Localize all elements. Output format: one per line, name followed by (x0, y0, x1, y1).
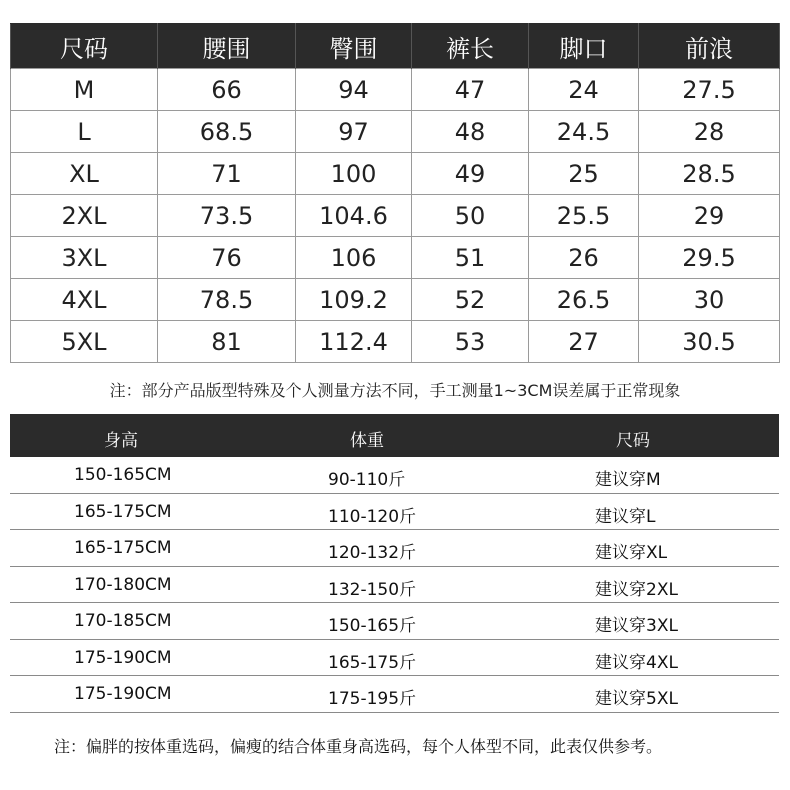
cell-waist: 73.5 (158, 195, 296, 237)
table-row (11, 111, 780, 153)
cell-weight: 175-195斤 (328, 689, 417, 709)
cell-leg-opening: 24.5 (529, 111, 639, 153)
cell-recommended-size: 建议穿5XL (595, 689, 678, 709)
header-waist: 腰围 (158, 24, 296, 69)
cell-height: 170-185CM (74, 611, 172, 631)
table-row (10, 676, 779, 713)
header-size: 尺码 (11, 24, 158, 69)
cell-length: 47 (412, 69, 529, 111)
cell-recommended-size: 建议穿M (595, 470, 661, 490)
cell-size: L (11, 111, 158, 153)
cell-front-rise: 29 (639, 195, 780, 237)
cell-leg-opening: 24 (529, 69, 639, 111)
table-row (10, 457, 779, 494)
header-length: 裤长 (412, 24, 529, 69)
header-height: 身高 (104, 431, 138, 451)
table-row (10, 494, 779, 531)
header-leg-opening: 脚口 (529, 24, 639, 69)
cell-height: 170-180CM (74, 574, 172, 595)
cell-waist: 68.5 (158, 111, 296, 153)
cell-waist: 78.5 (158, 279, 296, 321)
table-row (11, 69, 780, 111)
table-row (10, 640, 779, 677)
cell-front-rise: 30.5 (639, 321, 780, 363)
cell-front-rise: 28 (639, 111, 780, 153)
size-table-header-row (11, 24, 780, 69)
cell-size: XL (11, 153, 158, 195)
cell-leg-opening: 25 (529, 153, 639, 195)
recommend-table (10, 457, 779, 713)
cell-waist: 81 (158, 321, 296, 363)
table-row (10, 567, 779, 604)
cell-waist: 76 (158, 237, 296, 279)
header-weight: 体重 (350, 431, 384, 451)
cell-hip: 100 (296, 153, 412, 195)
fit-advice-note: 注：偏胖的按体重选码，偏瘦的结合体重身高选码，每个人体型不同，此表仅供参考。 (54, 737, 663, 756)
cell-size: M (11, 69, 158, 111)
cell-hip: 109.2 (296, 279, 412, 321)
cell-leg-opening: 26 (529, 237, 639, 279)
cell-recommended-size: 建议穿4XL (595, 652, 678, 673)
cell-weight: 90-110斤 (328, 470, 406, 490)
cell-recommended-size: 建议穿XL (595, 543, 668, 563)
table-row (11, 195, 780, 237)
cell-length: 48 (412, 111, 529, 153)
table-row (11, 321, 780, 363)
cell-size: 4XL (11, 279, 158, 321)
cell-size: 3XL (11, 237, 158, 279)
cell-height: 175-190CM (74, 647, 172, 668)
cell-front-rise: 29.5 (639, 237, 780, 279)
header-recommended-size: 尺码 (616, 431, 650, 451)
cell-height: 150-165CM (74, 465, 172, 485)
cell-hip: 94 (296, 69, 412, 111)
size-table (10, 23, 780, 363)
cell-weight: 110-120斤 (328, 506, 417, 527)
cell-recommended-size: 建议穿3XL (595, 616, 678, 636)
cell-size: 2XL (11, 195, 158, 237)
table-row (10, 530, 779, 567)
cell-waist: 66 (158, 69, 296, 111)
cell-hip: 104.6 (296, 195, 412, 237)
cell-length: 50 (412, 195, 529, 237)
cell-length: 51 (412, 237, 529, 279)
cell-weight: 150-165斤 (328, 616, 417, 636)
header-hip: 臀围 (296, 24, 412, 69)
table-row (10, 603, 779, 640)
cell-weight: 120-132斤 (328, 543, 417, 563)
cell-leg-opening: 26.5 (529, 279, 639, 321)
cell-recommended-size: 建议穿L (595, 506, 656, 527)
cell-hip: 112.4 (296, 321, 412, 363)
cell-length: 49 (412, 153, 529, 195)
cell-weight: 132-150斤 (328, 579, 417, 600)
cell-leg-opening: 27 (529, 321, 639, 363)
cell-hip: 106 (296, 237, 412, 279)
table-row (11, 237, 780, 279)
cell-height: 165-175CM (74, 538, 172, 558)
cell-length: 52 (412, 279, 529, 321)
cell-recommended-size: 建议穿2XL (595, 579, 678, 600)
cell-height: 175-190CM (74, 684, 172, 704)
header-front-rise: 前浪 (639, 24, 780, 69)
cell-size: 5XL (11, 321, 158, 363)
cell-length: 53 (412, 321, 529, 363)
measurement-note: 注：部分产品版型特殊及个人测量方法不同，手工测量1~3CM误差属于正常现象 (109, 381, 681, 400)
cell-front-rise: 30 (639, 279, 780, 321)
cell-hip: 97 (296, 111, 412, 153)
cell-leg-opening: 25.5 (529, 195, 639, 237)
cell-front-rise: 27.5 (639, 69, 780, 111)
table-row (11, 153, 780, 195)
cell-weight: 165-175斤 (328, 652, 417, 673)
table-row (11, 279, 780, 321)
cell-front-rise: 28.5 (639, 153, 780, 195)
cell-height: 165-175CM (74, 501, 172, 522)
recommend-table-header (10, 414, 779, 457)
cell-waist: 71 (158, 153, 296, 195)
